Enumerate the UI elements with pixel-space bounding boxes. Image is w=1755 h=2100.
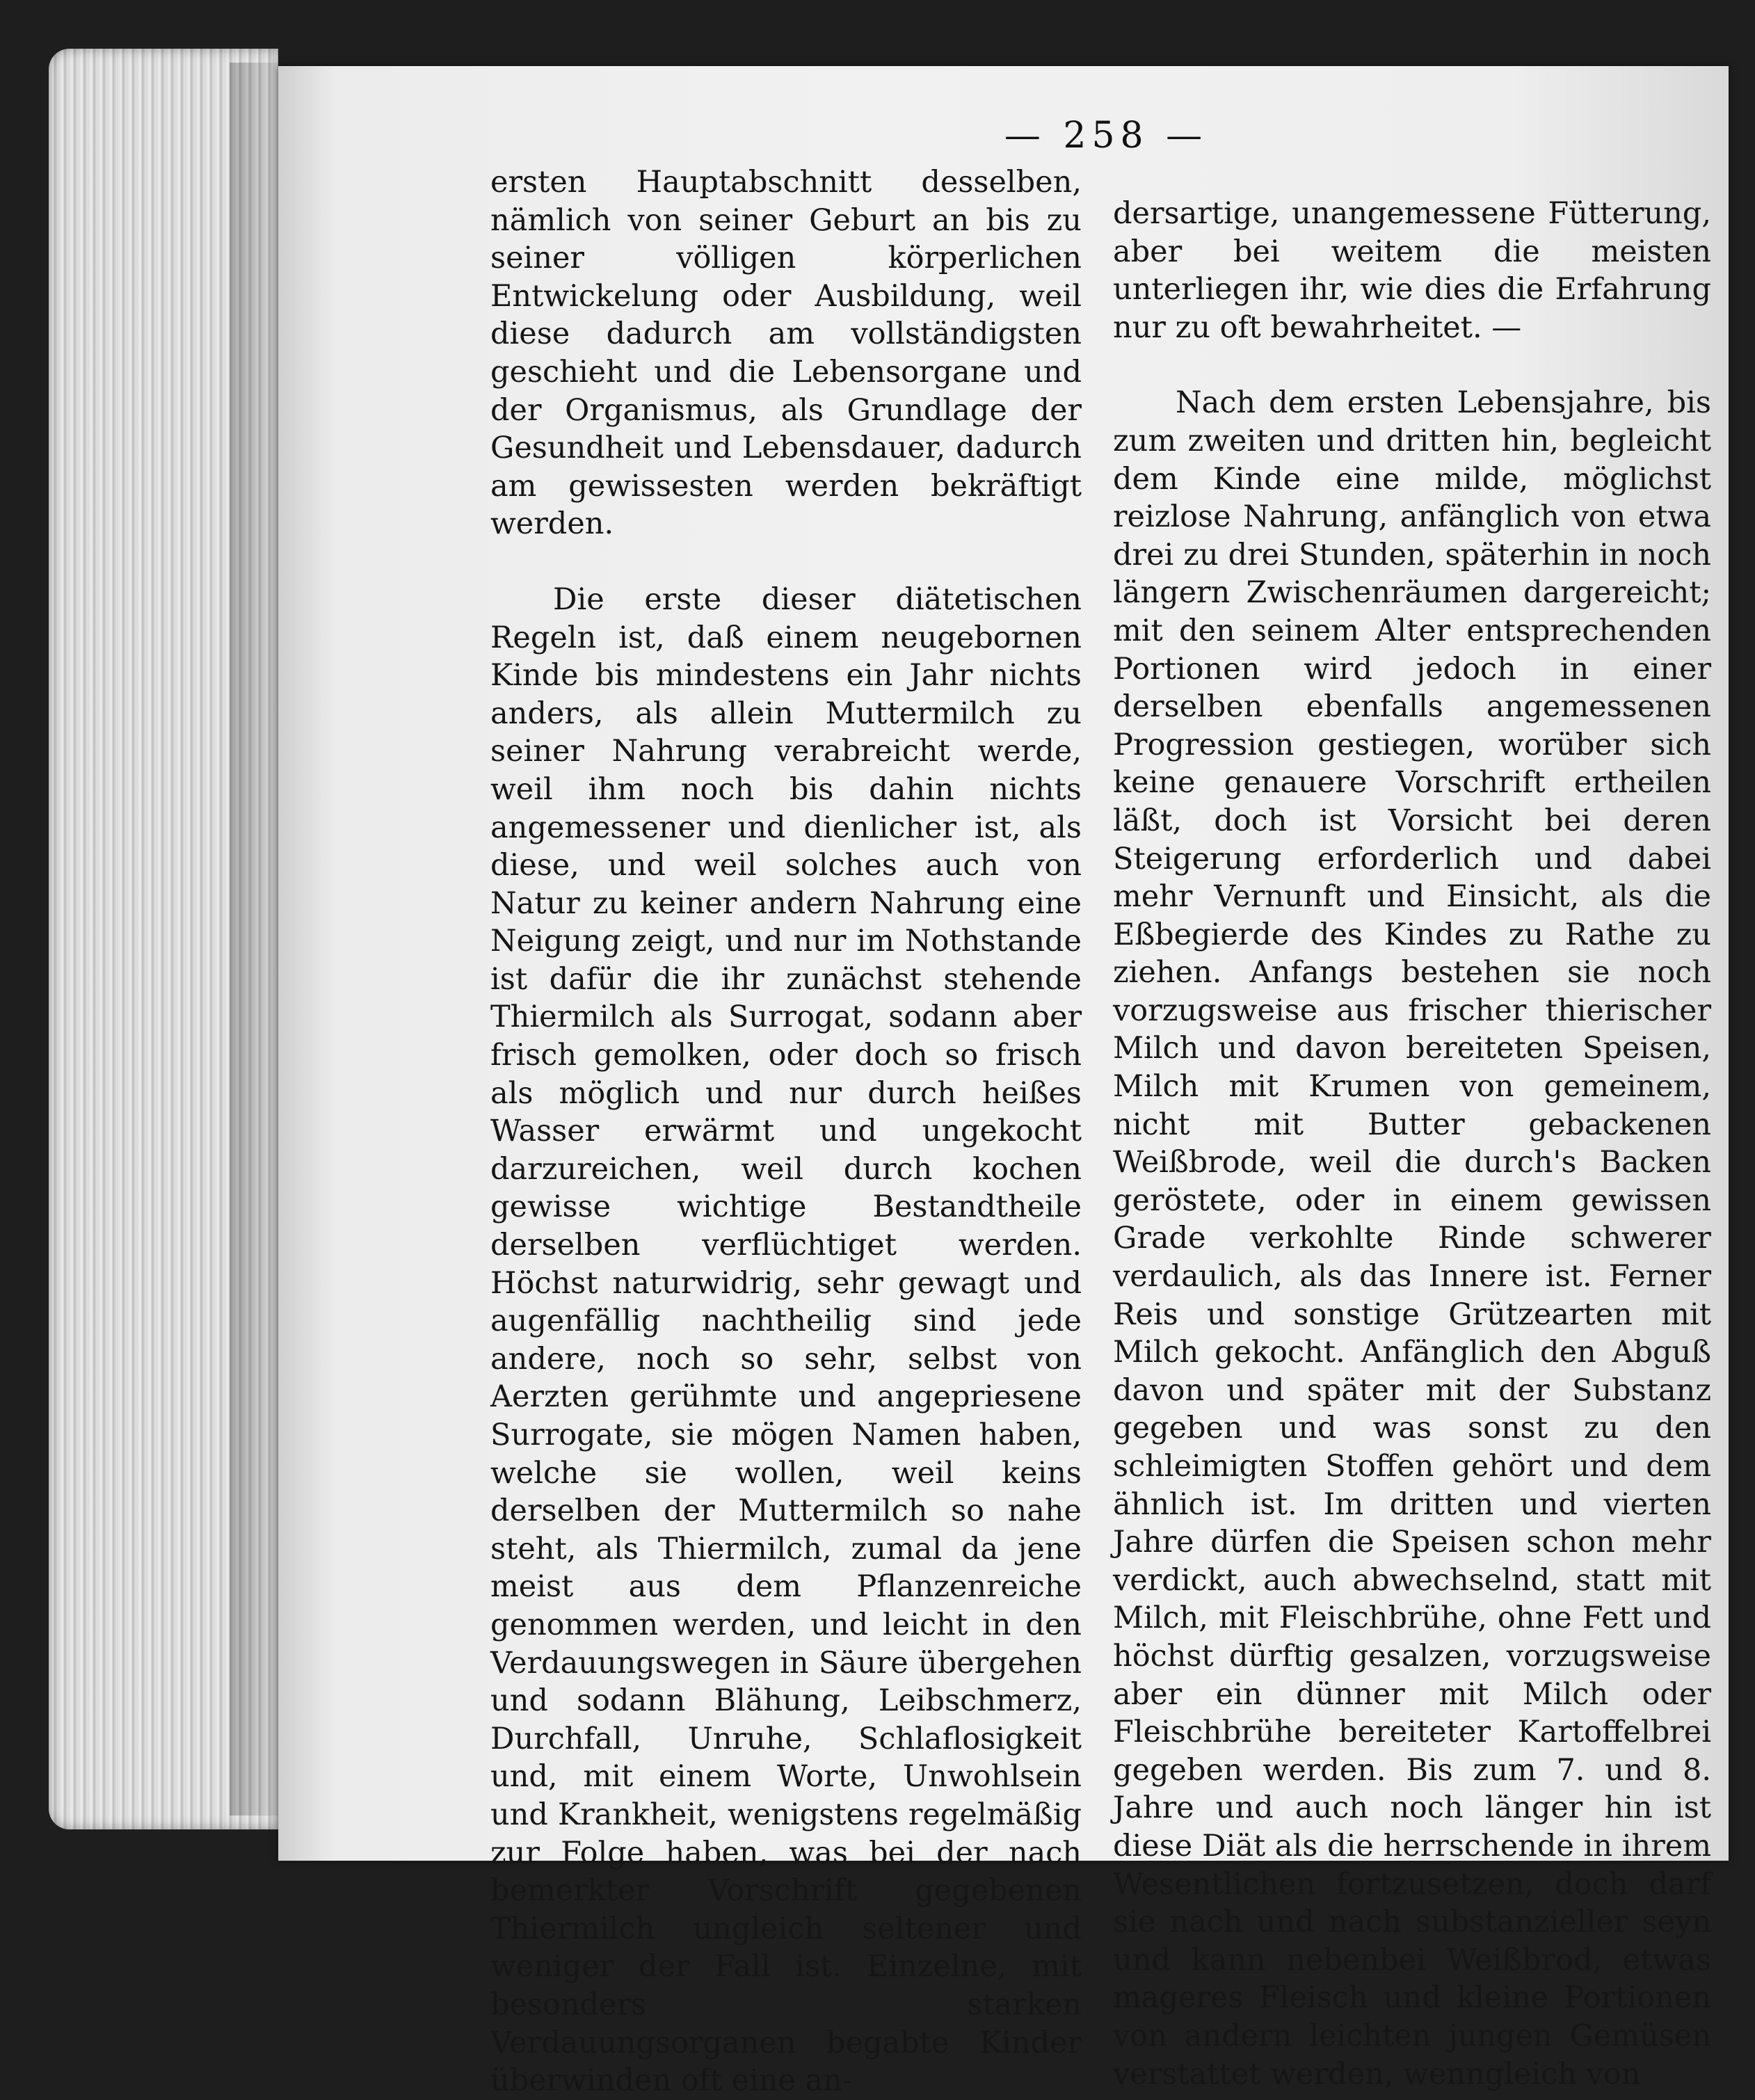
right-text-column <box>1113 195 1711 2093</box>
left-paragraph-2: Die erste dieser diätetischen Regeln ist, daß einem neugebornen Kinde bis mindestens ein Jahr nichts anders, als allein Muttermilch zu seiner Nahrung verabreicht werde, weil ihm noch bis dahin nichts angemessener und dienlicher ist, als diese, und weil solches auch von Natur zu keiner andern Nahrung eine Neigung zeigt, und nur im Nothstande ist dafür die ihr zunächst stehende Thiermilch als Surrogat, sodann aber frisch gemolken, oder doch so frisch als möglich und nur durch heißes Wasser erwärmt und ungekocht darzureichen, weil durch kochen gewisse wichtige Bestandtheile derselben verflüchtiget werden. Höchst naturwidrig, sehr gewagt und augenfällig nachtheilig sind jede andere, noch so sehr, selbst von Aerzten gerühmte und angepriesene Surrogate, sie mögen Namen haben, welche sie wollen, weil keins derselben der Muttermilch so nahe steht, als Thiermilch, zumal da jene meist aus dem Pflanzenreiche genommen werden, und leicht in den Verdauungswegen in Säure übergehen und sodann Blähung, Leibschmerz, Durchfall, Unruhe, Schlaflosigkeit und, mit einem Worte, Unwohlsein und Krankheit, wenigstens regelmäßig zur Folge haben, was bei der nach bemerkter Vorschrift gegebenen Thiermilch ungleich seltener und weniger der Fall ist. Einzelne, mit besonders starken Verdauungsorganen begabte Kinder überwinden oft eine an- <box>490 582 1082 2099</box>
right-paragraph-2: Nach dem ersten Lebensjahre, bis zum zweiten und dritten hin, begleicht dem Kinde eine milde, möglichst reizlose Nahrung, anfänglich von etwa drei zu drei Stunden, späterhin in noch längern Zwischenräumen dargereicht; mit den seinem Alter entsprechenden Portionen wird jedoch in einer derselben ebenfalls angemessenen Progression gestiegen, worüber sich keine genauere Vorschrift ertheilen läßt, doch ist Vorsicht bei deren Steigerung erforderlich und dabei mehr Vernunft und Einsicht, als die Eßbegierde des Kindes zu Rathe zu ziehen. Anfangs bestehen sie noch vorzugsweise aus frischer thierischer Milch und davon bereiteten Speisen, Milch mit Krumen von gemeinem, nicht mit Butter gebackenen Weißbrode, weil die durch's Backen geröstete, oder in einem gewissen Grade verkohlte Rinde schwerer verdaulich, als das Innere ist. Ferner Reis und sonstige Grützearten mit Milch gekocht. Anfänglich den Abguß davon und später mit der Substanz gegeben und was sonst zu den schleimigten Stoffen gehört und dem ähnlich ist. Im dritten und vierten Jahre dürfen die Speisen schon mehr verdickt, auch abwechselnd, statt mit Milch, mit Fleischbrühe, ohne Fett und höchst dürftig gesalzen, vorzugsweise aber ein dünner mit Milch oder Fleischbrühe bereiteter Kartoffelbrei gegeben werden. Bis zum 7. und 8. Jahre und auch noch länger hin ist diese Diät als die herrschende in ihrem Wesentlichen fortzusetzen, doch darf sie nach und nach substanzieller seyn und kann nebenbei Weißbrod, etwas mageres Fleisch und kleine Portionen von andern leichten jungen Gemüsen verstattet werden, wenngleich von <box>1113 385 1711 2092</box>
left-text-column <box>490 163 1082 2100</box>
left-paragraph-1: ersten Hauptabschnitt desselben, nämlich von seiner Geburt an bis zu seiner völligen körperlichen Entwickelung oder Ausbildung, weil diese dadurch am vollständigsten geschieht und die Lebensorgane und der Organismus, als Grundlage der Gesundheit und Lebensdauer, dadurch am gewissesten werden bekräftigt werden. <box>490 165 1082 542</box>
right-paragraph-1: dersartige, unangemessene Fütterung, aber bei weitem die meisten unterliegen ihr, wie dies die Erfahrung nur zu oft bewahrheitet. — <box>1113 196 1711 345</box>
page-number: — 258 — <box>1004 115 1208 157</box>
